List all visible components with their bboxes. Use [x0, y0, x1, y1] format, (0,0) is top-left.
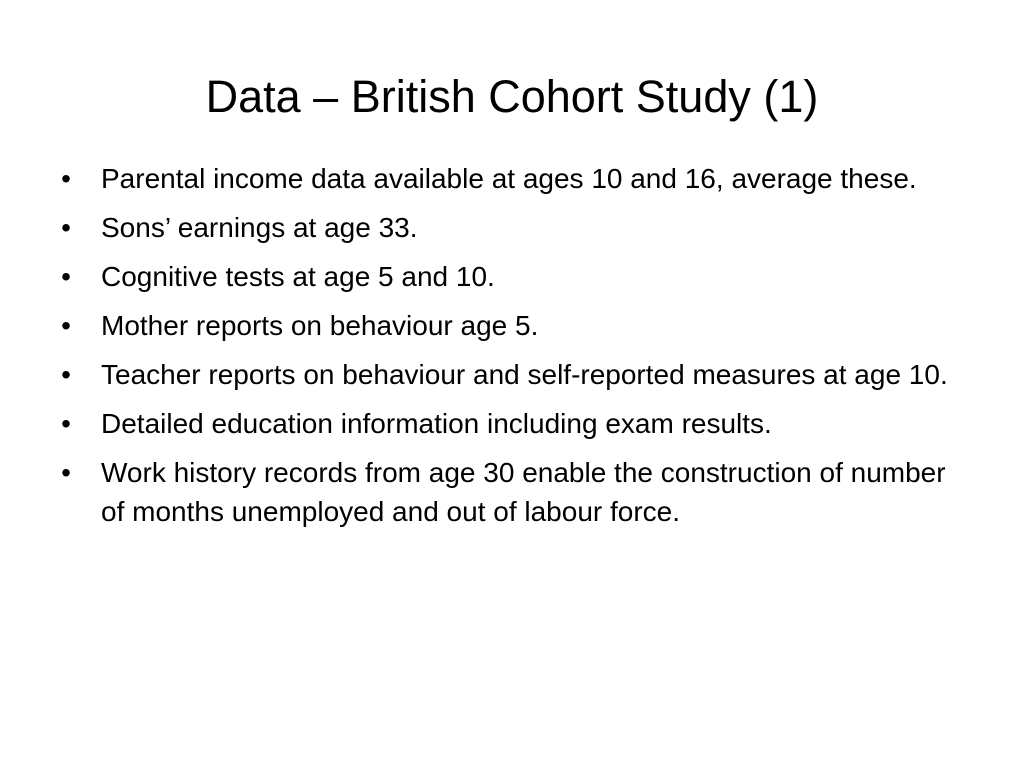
- bullet-text: Work history records from age 30 enable the construction of number of months unemployed and out of labour force.: [101, 457, 946, 527]
- bullet-item: [56, 355, 956, 394]
- bullet-icon: •: [61, 163, 71, 194]
- bullet-text: Teacher reports on behaviour and self-reported measures at age 10.: [101, 359, 948, 390]
- bullet-item: [56, 208, 956, 247]
- bullet-icon: •: [61, 261, 71, 292]
- bullet-item: [56, 453, 956, 531]
- bullet-text: Mother reports on behaviour age 5.: [101, 310, 539, 341]
- bullet-text: Sons’ earnings at age 33.: [101, 212, 418, 243]
- bullet-text: Parental income data available at ages 10 and 16, average these.: [101, 163, 917, 194]
- bullet-item: [56, 306, 956, 345]
- bullet-icon: •: [61, 408, 71, 439]
- bullet-text: Detailed education information including exam results.: [101, 408, 772, 439]
- bullet-item: [56, 404, 956, 443]
- bullet-icon: •: [61, 359, 71, 390]
- bullet-item: [56, 257, 956, 296]
- bullet-item: [56, 159, 956, 198]
- bullet-icon: •: [61, 212, 71, 243]
- bullet-icon: •: [61, 310, 71, 341]
- bullet-text: Cognitive tests at age 5 and 10.: [101, 261, 495, 292]
- bullet-icon: •: [61, 457, 71, 488]
- bullet-list: [56, 159, 956, 541]
- slide-title: Data – British Cohort Study (1): [205, 71, 819, 122]
